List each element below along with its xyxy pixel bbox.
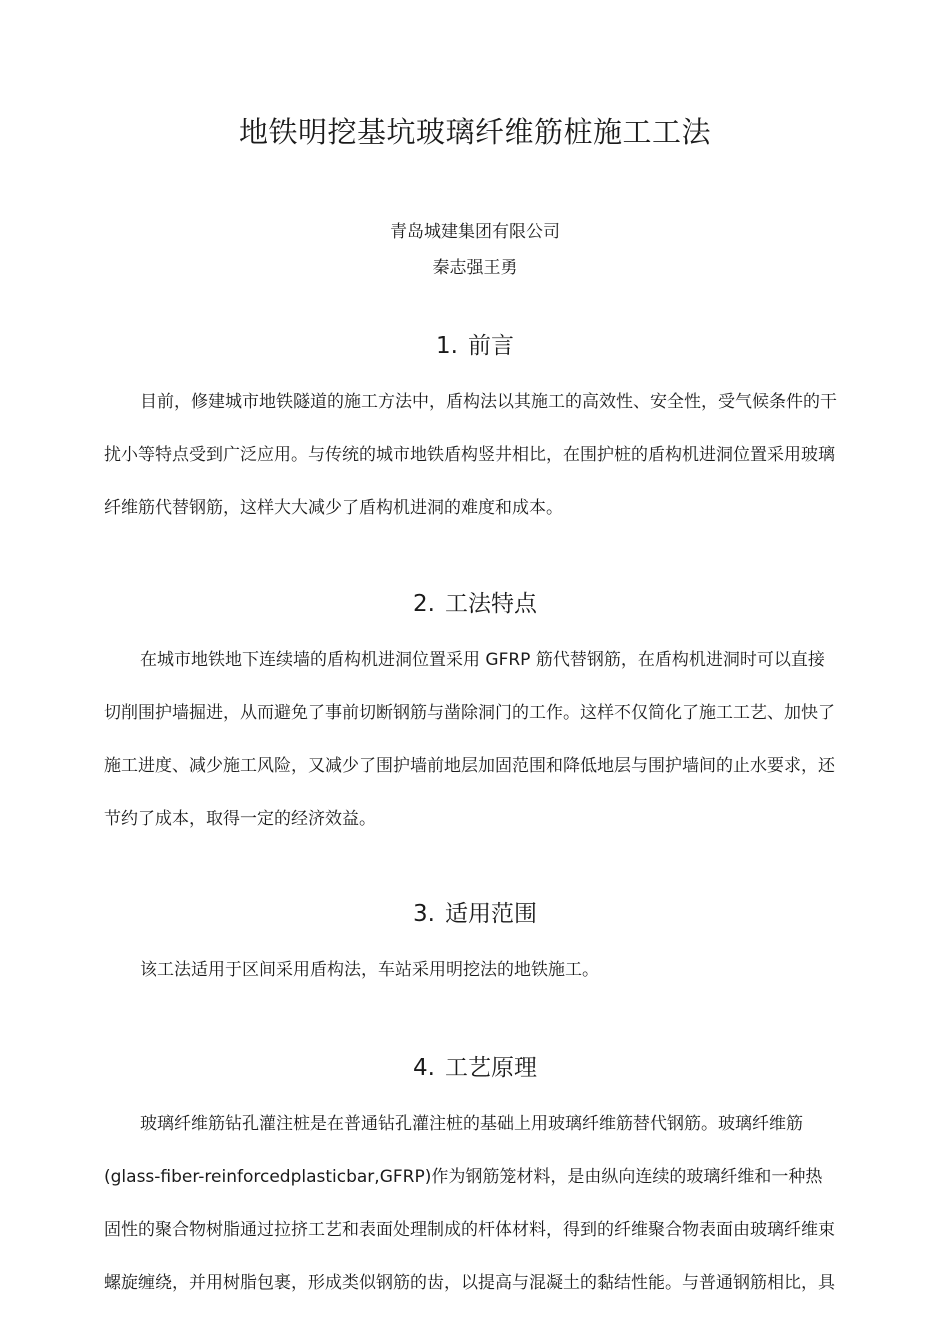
paragraph-line: 该工法适用于区间采用盾构法，车站采用明挖法的地铁施工。 (140, 960, 599, 980)
organization: 青岛城建集团有限公司 (390, 222, 560, 242)
section-heading-3 (0, 898, 950, 930)
paragraph-line: 在城市地铁地下连续墙的盾构机进洞位置采用 GFRP 筋代替钢筋，在盾构机进洞时可以直接 (140, 650, 825, 670)
paragraph-line: 扰小等特点受到广泛应用。与传统的城市地铁盾构竖井相比，在围护桩的盾构机进洞位置采用玻璃 (104, 445, 835, 465)
section-title: 适用范围 (444, 901, 537, 927)
paragraph-line: 施工进度、减少施工风险，又减少了围护墙前地层加固范围和降低地层与围护墙间的止水要求，还 (104, 756, 835, 776)
section-title: 工艺原理 (444, 1055, 537, 1081)
section-body-1 (104, 376, 884, 535)
section-heading-2 (0, 588, 950, 620)
paragraph-line: 切削围护墙掘进，从而避免了事前切断钢筋与凿除洞门的工作。这样不仅简化了施工工艺、加快了 (104, 703, 835, 723)
document-title: 地铁明挖基坑玻璃纤维筋桩施工工法 (238, 115, 711, 149)
section-title: 前言 (467, 333, 514, 359)
paragraph-line: (glass-fiber-reinforcedplasticbar,GFRP)作为钢筋笼材料，是由纵向连续的玻璃纤维和一种热 (104, 1167, 823, 1187)
section-heading-4 (0, 1052, 950, 1084)
section-title: 工法特点 (444, 591, 537, 617)
paragraph-line: 玻璃纤维筋钻孔灌注桩是在普通钻孔灌注桩的基础上用玻璃纤维筋替代钢筋。玻璃纤维筋 (140, 1114, 803, 1134)
section-body-4 (104, 1098, 884, 1310)
section-heading-1 (0, 330, 950, 362)
section-body-3 (104, 944, 884, 997)
paragraph-line: 螺旋缠绕，并用树脂包裹，形成类似钢筋的齿，以提高与混凝土的黏结性能。与普通钢筋相比，具 (104, 1273, 835, 1293)
paragraph-line: 固性的聚合物树脂通过拉挤工艺和表面处理制成的杆体材料，得到的纤维聚合物表面由玻璃纤维束 (104, 1220, 835, 1240)
paragraph-line: 纤维筋代替钢筋，这样大大减少了盾构机进洞的难度和成本。 (104, 498, 563, 518)
section-number: 1. (436, 333, 458, 359)
section-number: 4. (413, 1055, 435, 1081)
paragraph-line: 目前，修建城市地铁隧道的施工方法中，盾构法以其施工的高效性、安全性，受气候条件的干 (140, 392, 837, 412)
section-number: 2. (413, 591, 435, 617)
paragraph-line: 节约了成本，取得一定的经济效益。 (104, 809, 376, 829)
section-body-2 (104, 634, 884, 846)
authors: 秦志强王勇 (432, 258, 518, 278)
section-number: 3. (413, 901, 435, 927)
